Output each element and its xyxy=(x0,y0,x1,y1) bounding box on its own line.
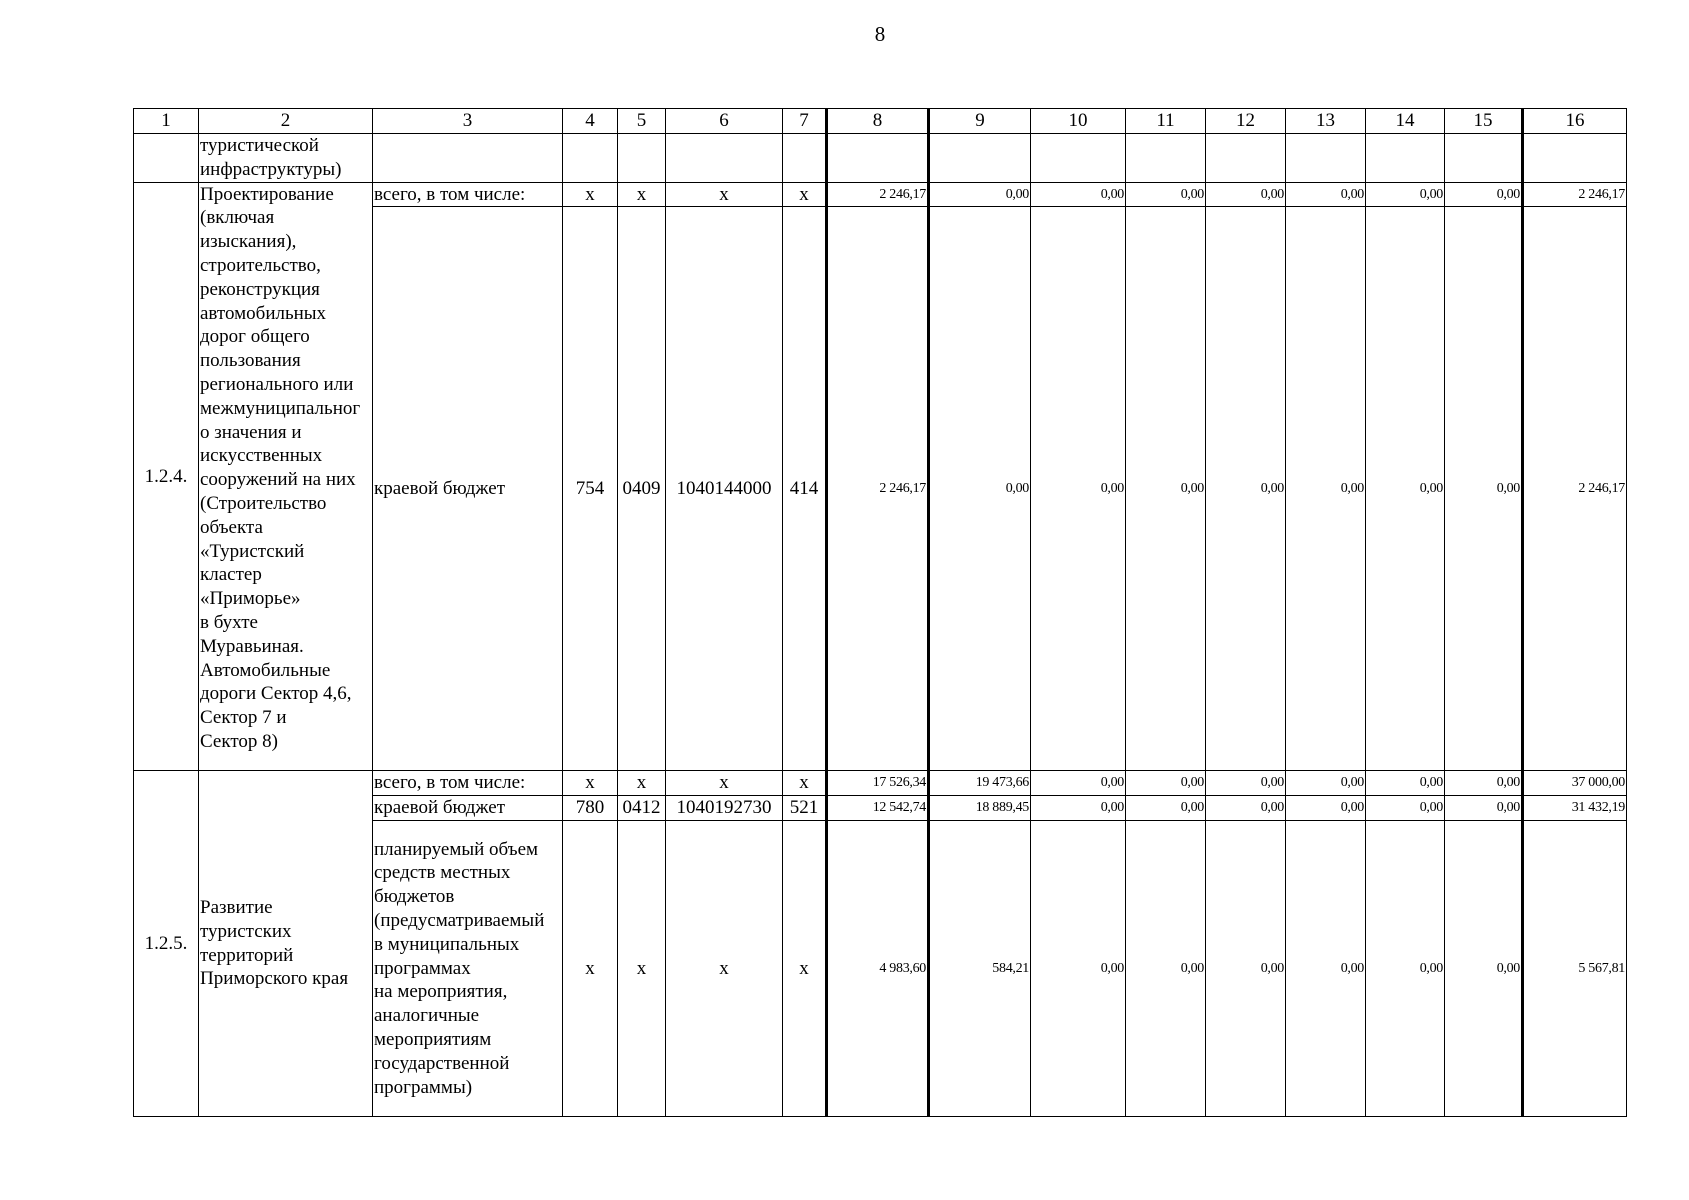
funding-source: планируемый объем средств местных бюджетов (предусматриваемый в муниципальных программах на мероприятия, аналогичные мероприятиям государственной программы) xyxy=(373,820,563,1116)
table-row xyxy=(134,771,1627,796)
value-cell: 0,00 xyxy=(1126,771,1206,796)
value-cell: 0,00 xyxy=(1366,182,1445,207)
grbs-code: 780 xyxy=(563,796,618,821)
section-code: 0412 xyxy=(618,796,666,821)
header-cell: 6 xyxy=(666,109,783,134)
header-cell: 4 xyxy=(563,109,618,134)
total-cell: 31 432,19 xyxy=(1523,796,1627,821)
value-cell: 0,00 xyxy=(1366,796,1445,821)
grbs-code: x xyxy=(563,771,618,796)
budget-table xyxy=(133,108,1627,1117)
value-cell: 0,00 xyxy=(1366,207,1445,771)
target-code: x xyxy=(666,771,783,796)
value-cell: 19 473,66 xyxy=(929,771,1031,796)
header-cell: 11 xyxy=(1126,109,1206,134)
header-cell: 9 xyxy=(929,109,1031,134)
value-cell: 17 526,34 xyxy=(827,771,929,796)
value-cell: 0,00 xyxy=(1126,182,1206,207)
value-cell: 0,00 xyxy=(1031,820,1126,1116)
section-code: x xyxy=(618,182,666,207)
value-cell: 0,00 xyxy=(1206,820,1286,1116)
value-cell: 0,00 xyxy=(1286,820,1366,1116)
value-cell: 0,00 xyxy=(1206,207,1286,771)
header-cell: 7 xyxy=(783,109,827,134)
total-cell: 5 567,81 xyxy=(1523,820,1627,1116)
value-cell: 0,00 xyxy=(1445,771,1523,796)
value-cell: 0,00 xyxy=(1031,182,1126,207)
target-code: 1040144000 xyxy=(666,207,783,771)
measure-name-continuation: туристической инфраструктуры) xyxy=(199,134,373,183)
header-cell: 1 xyxy=(134,109,199,134)
value-cell: 0,00 xyxy=(929,182,1031,207)
funding-source: всего, в том числе: xyxy=(373,771,563,796)
header-cell: 2 xyxy=(199,109,373,134)
value-cell: 12 542,74 xyxy=(827,796,929,821)
value-cell: 0,00 xyxy=(1445,796,1523,821)
value-cell: 0,00 xyxy=(1366,771,1445,796)
header-cell: 10 xyxy=(1031,109,1126,134)
value-cell: 0,00 xyxy=(1286,796,1366,821)
table-row-continuation xyxy=(134,134,1627,183)
total-cell: 37 000,00 xyxy=(1523,771,1627,796)
table-row xyxy=(134,182,1627,207)
section-code: x xyxy=(618,820,666,1116)
expense-type-code: 521 xyxy=(783,796,827,821)
value-cell: 2 246,17 xyxy=(827,182,929,207)
section-code: x xyxy=(618,771,666,796)
value-cell: 0,00 xyxy=(1445,182,1523,207)
expense-type-code: x xyxy=(783,820,827,1116)
header-cell: 12 xyxy=(1206,109,1286,134)
value-cell: 0,00 xyxy=(1126,820,1206,1116)
target-code: x xyxy=(666,182,783,207)
section-code: 0409 xyxy=(618,207,666,771)
funding-source: всего, в том числе: xyxy=(373,182,563,207)
value-cell: 0,00 xyxy=(1126,796,1206,821)
value-cell: 0,00 xyxy=(1286,771,1366,796)
value-cell: 0,00 xyxy=(1366,820,1445,1116)
value-cell: 0,00 xyxy=(1126,207,1206,771)
header-row xyxy=(134,109,1627,134)
value-cell: 0,00 xyxy=(1286,182,1366,207)
target-code: 1040192730 xyxy=(666,796,783,821)
value-cell: 0,00 xyxy=(1445,207,1523,771)
header-cell: 8 xyxy=(827,109,929,134)
page-number: 8 xyxy=(874,22,886,46)
value-cell: 0,00 xyxy=(1445,820,1523,1116)
header-cell: 13 xyxy=(1286,109,1366,134)
measure-name: Развитие туристских территорий Приморского края xyxy=(199,771,373,1117)
value-cell: 4 983,60 xyxy=(827,820,929,1116)
value-cell: 0,00 xyxy=(1206,796,1286,821)
header-cell: 14 xyxy=(1366,109,1445,134)
value-cell: 584,21 xyxy=(929,820,1031,1116)
grbs-code: 754 xyxy=(563,207,618,771)
total-cell: 2 246,17 xyxy=(1523,207,1627,771)
target-code: x xyxy=(666,820,783,1116)
measure-id: 1.2.5. xyxy=(134,771,199,1117)
expense-type-code: 414 xyxy=(783,207,827,771)
grbs-code: x xyxy=(563,820,618,1116)
value-cell: 0,00 xyxy=(929,207,1031,771)
measure-id: 1.2.4. xyxy=(134,182,199,771)
value-cell: 18 889,45 xyxy=(929,796,1031,821)
value-cell: 0,00 xyxy=(1031,771,1126,796)
header-cell: 16 xyxy=(1523,109,1627,134)
funding-source: краевой бюджет xyxy=(373,796,563,821)
value-cell: 0,00 xyxy=(1031,796,1126,821)
value-cell: 0,00 xyxy=(1206,771,1286,796)
expense-type-code: x xyxy=(783,771,827,796)
total-cell: 2 246,17 xyxy=(1523,182,1627,207)
value-cell: 0,00 xyxy=(1286,207,1366,771)
expense-type-code: x xyxy=(783,182,827,207)
grbs-code: x xyxy=(563,182,618,207)
header-cell: 3 xyxy=(373,109,563,134)
value-cell: 0,00 xyxy=(1206,182,1286,207)
measure-name: Проектирование (включая изыскания), строительство, реконструкция автомобильных дорог общего пользования регионального или межмуниципальног о значения и искусственных сооружений на них (Строительство объекта «Туристский кластер «Приморье» в бухте Муравьиная. Автомобильные дороги Сектор 4,6, Сектор 7 и Сектор 8) xyxy=(199,182,373,771)
funding-source: краевой бюджет xyxy=(373,207,563,771)
value-cell: 0,00 xyxy=(1031,207,1126,771)
header-cell: 15 xyxy=(1445,109,1523,134)
header-cell: 5 xyxy=(618,109,666,134)
value-cell: 2 246,17 xyxy=(827,207,929,771)
